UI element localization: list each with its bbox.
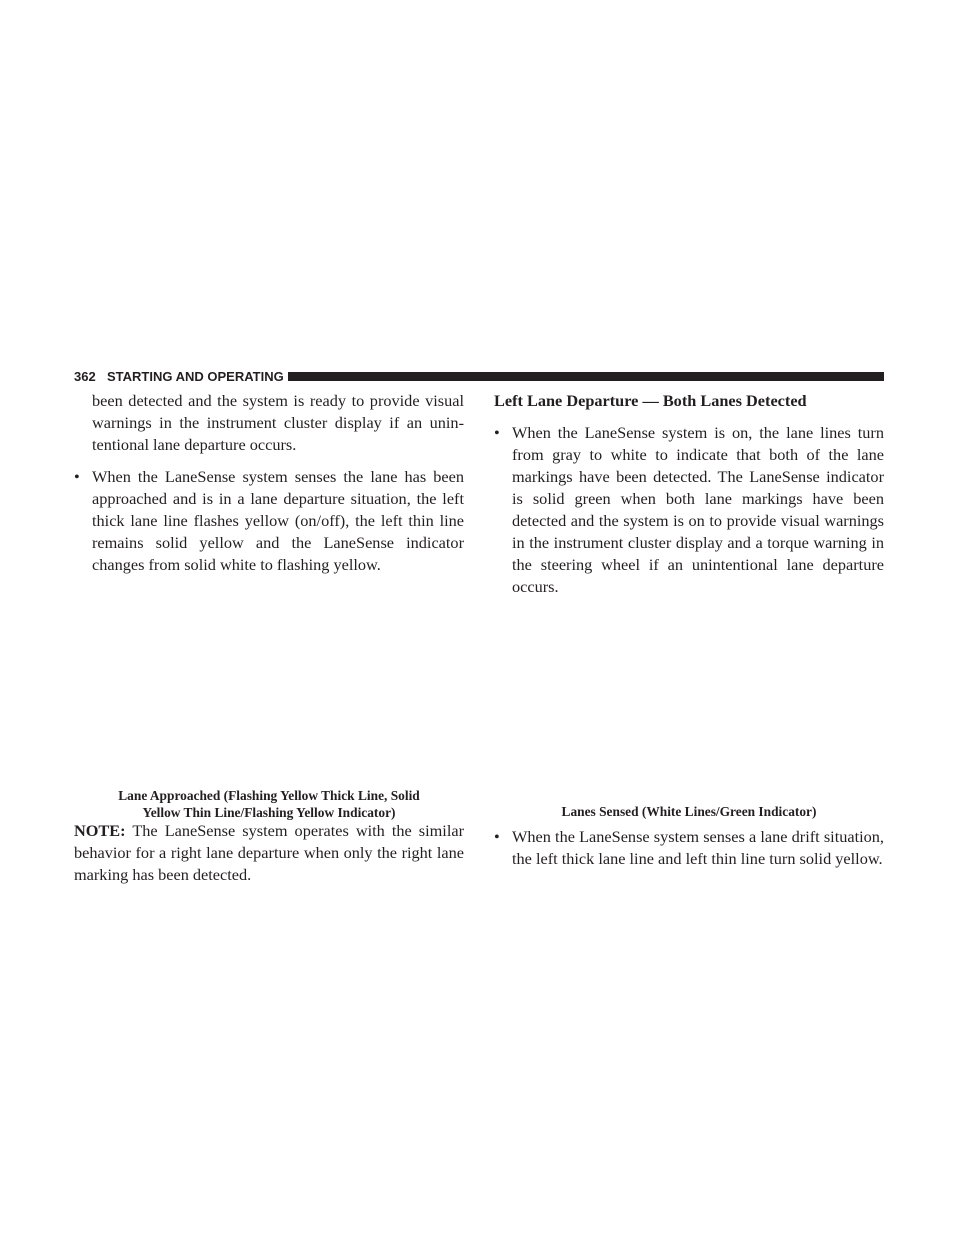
note-label: NOTE: [74, 821, 126, 840]
left-column-top [74, 390, 464, 576]
left-column-bottom [74, 820, 464, 886]
figure-lanes-sensed [494, 585, 884, 795]
bullet-lane-approached [74, 466, 464, 576]
right-column-top [494, 390, 884, 598]
bullet-icon: • [494, 827, 500, 846]
bullet-text: When the LaneSense system senses the lane has been approached and is in a lane departure situation, the left thick lane line flashes yellow (on/off), the left thin line remains solid yellow and the LaneSense indicator changes from solid white to flashing yellow. [92, 467, 464, 574]
figure-caption-lane-approached [74, 787, 464, 821]
page-header [74, 369, 884, 385]
chapter-title: STARTING AND OPERATING [107, 369, 284, 384]
caption-line: Yellow Thin Line/Flashing Yellow Indicator) [142, 805, 396, 820]
caption-line: Lane Approached (Flashing Yellow Thick Line, Solid [118, 788, 420, 803]
figure-caption-lanes-sensed: Lanes Sensed (White Lines/Green Indicator) [561, 804, 817, 819]
bullet-text: When the LaneSense system senses a lane drift situation, the left thick lane line and left thin line turn solid yellow. [512, 827, 884, 868]
right-column-bottom [494, 826, 884, 870]
section-heading: Left Lane Departure — Both Lanes Detected [494, 391, 807, 410]
figure-lane-approached [74, 572, 464, 780]
bullet-lane-drift [494, 826, 884, 870]
note-text: The LaneSense system operates with the similar behavior for a right lane departure when only the right lane marking has been detected. [74, 821, 465, 884]
header-rule [288, 372, 884, 381]
bullet-icon: • [494, 423, 500, 442]
page-number: 362 [74, 369, 96, 384]
bullet-text: When the LaneSense system is on, the lane lines turn from gray to white to indicate that both of the lane markings have been detected. The LaneSense indicator is solid green when both lane markings have been detected and the system is on to provide visual warnings in the instrument cluster display and a torque warning in the steering wheel if an unintentional lane departure occurs. [512, 423, 884, 596]
bullet-both-lanes [494, 422, 884, 598]
continuation-paragraph: been detected and the system is ready to provide visual warnings in the instrument cluster display if an unin-tentional lane departure occurs. [92, 391, 464, 454]
bullet-icon: • [74, 467, 80, 486]
note-paragraph [74, 820, 464, 886]
